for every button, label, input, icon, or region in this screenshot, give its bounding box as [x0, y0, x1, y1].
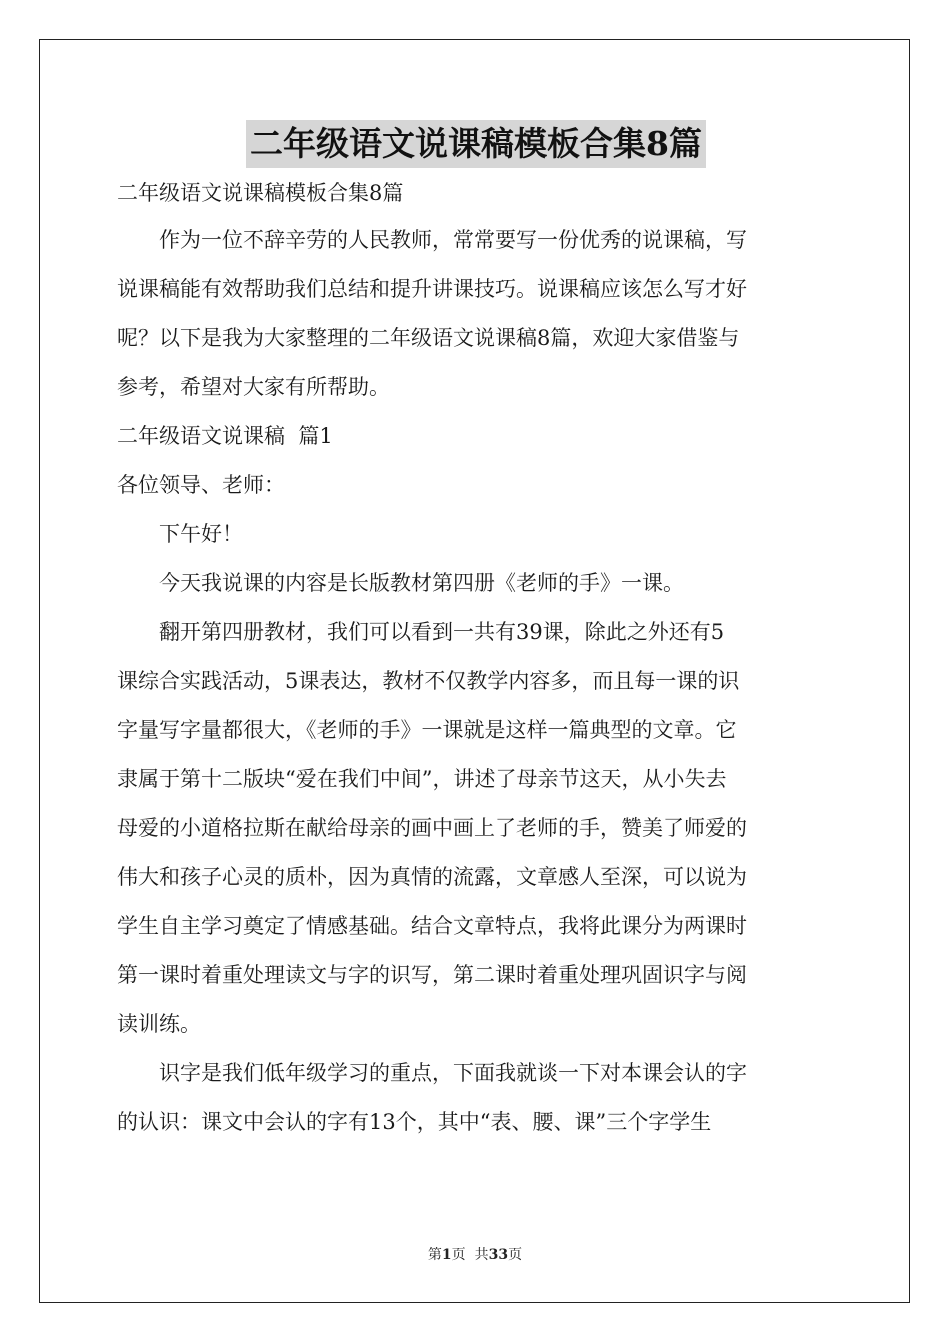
section-heading: 二年级语文说课稿 篇1: [117, 424, 333, 448]
page-current: 1: [441, 1247, 452, 1263]
literacy-line: 的认识：课文中会认的字有13个，其中“表、腰、课”三个字学生: [117, 1110, 712, 1134]
document-subtitle: 二年级语文说课稿模板合集8篇: [117, 181, 404, 205]
content-paragraph: 今天我说课的内容是长版教材第四册《老师的手》一课。: [159, 571, 684, 595]
analysis-paragraph: [117, 608, 835, 1049]
literacy-line: 识字是我们低年级学习的重点，下面我就谈一下对本课会认的字: [159, 1061, 747, 1085]
page-suffix: 页: [508, 1247, 523, 1263]
analysis-line: 母爱的小道格拉斯在献给母亲的画中画上了老师的手，赞美了师爱的: [117, 816, 747, 840]
analysis-line: 读训练。: [117, 1012, 201, 1036]
analysis-line: 第一课时着重处理读文与字的识写，第二课时着重处理巩固识字与阅: [117, 963, 747, 987]
analysis-line: 字量写字量都很大，《老师的手》一课就是这样一篇典型的文章。它: [117, 718, 737, 742]
document-title: 二年级语文说课稿模板合集8篇: [246, 120, 706, 168]
intro-line: 说课稿能有效帮助我们总结和提升讲课技巧。说课稿应该怎么写才好: [117, 277, 747, 301]
analysis-line: 伟大和孩子心灵的质朴，因为真情的流露，文章感人至深，可以说为: [117, 865, 747, 889]
document-body: [117, 120, 835, 1147]
analysis-line: 翻开第四册教材，我们可以看到一共有39课，除此之外还有5: [159, 620, 725, 644]
page-total: 33: [488, 1247, 509, 1263]
page-mid: 页 共: [451, 1247, 489, 1263]
intro-paragraph: [117, 216, 835, 412]
analysis-line: 学生自主学习奠定了情感基础。结合文章特点，我将此课分为两课时: [117, 914, 747, 938]
page-prefix: 第: [427, 1247, 442, 1263]
analysis-line: 课综合实践活动，5课表达，教材不仅教学内容多，而且每一课的识: [117, 669, 740, 693]
page-footer: [0, 1244, 950, 1264]
analysis-line: 隶属于第十二版块“爱在我们中间”，讲述了母亲节这天，从小失去: [117, 767, 727, 791]
intro-line: 作为一位不辞辛劳的人民教师，常常要写一份优秀的说课稿，写: [159, 228, 747, 252]
intro-line: 呢？以下是我为大家整理的二年级语文说课稿8篇，欢迎大家借鉴与: [117, 326, 740, 350]
intro-line: 参考，希望对大家有所帮助。: [117, 375, 390, 399]
salutation: 各位领导、老师：: [117, 473, 285, 497]
title-wrap: [117, 120, 835, 168]
literacy-paragraph: [117, 1049, 835, 1147]
greeting: 下午好！: [159, 522, 243, 546]
